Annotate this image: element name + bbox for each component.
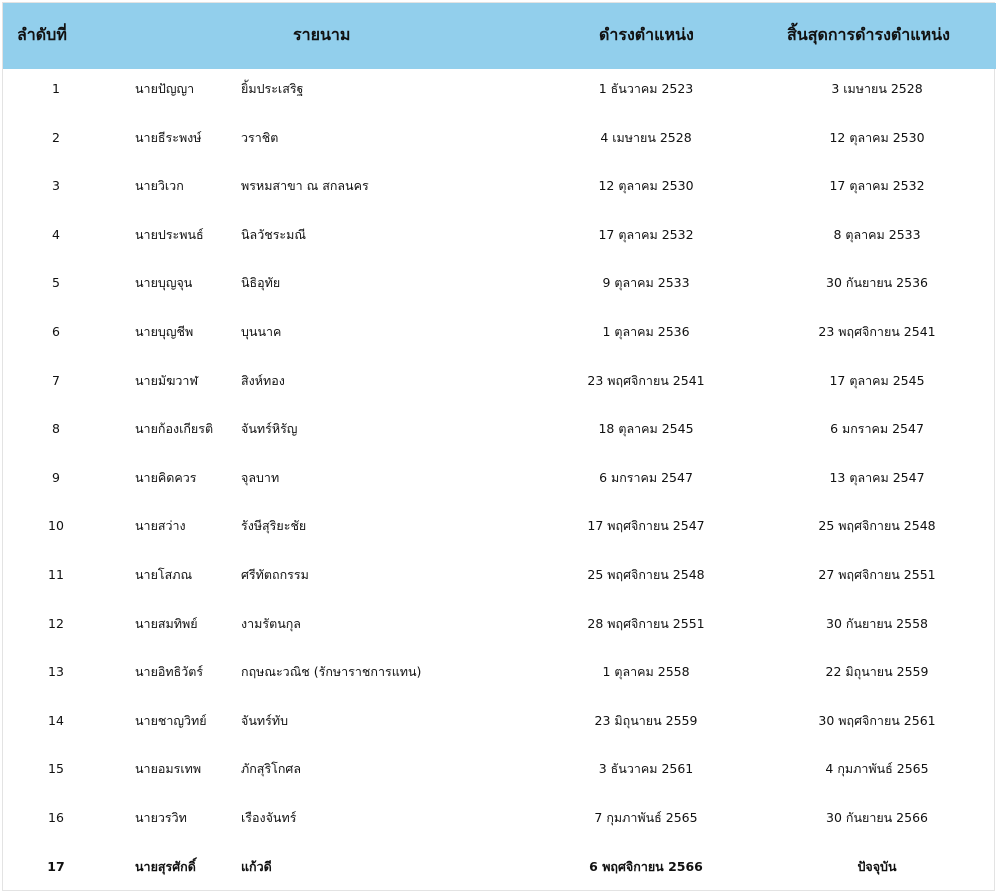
first-name: นายสุรศักดิ์ [135, 859, 196, 875]
officials-table [2, 2, 995, 891]
first-name: นายประพนธ์ [135, 227, 204, 243]
last-name: จุลบาท [241, 470, 279, 486]
table-row [3, 361, 996, 410]
last-name: รังษีสุริยะชัย [241, 518, 306, 534]
header-term-start: ดำรงตำแหน่ง [599, 25, 694, 45]
first-name: นายธีระพงษ์ [135, 130, 202, 146]
last-name: สิงห์ทอง [241, 373, 285, 389]
last-name: ศรีทัตถกรรม [241, 567, 309, 583]
term-end-date: 23 พฤศจิกายน 2541 [767, 324, 987, 340]
table-row [3, 69, 996, 118]
row-number: 8 [3, 421, 109, 437]
term-start-date: 23 มิถุนายน 2559 [536, 713, 756, 729]
header-name: รายนาม [293, 25, 350, 45]
row-number: 11 [3, 567, 109, 583]
row-number: 1 [3, 81, 109, 97]
first-name: นายโสภณ [135, 567, 192, 583]
row-number: 17 [3, 859, 109, 875]
last-name: งามรัตนกุล [241, 616, 301, 632]
term-start-date: 7 กุมภาพันธ์ 2565 [536, 810, 756, 826]
last-name: กฤษณะวณิช (รักษาราชการแทน) [241, 664, 421, 680]
last-name: จันทร์ทับ [241, 713, 288, 729]
header-order: ลำดับที่ [17, 25, 67, 45]
row-number: 14 [3, 713, 109, 729]
term-end-date: ปัจจุบัน [767, 859, 987, 875]
term-end-date: 30 กันยายน 2536 [767, 275, 987, 291]
row-number: 13 [3, 664, 109, 680]
term-start-date: 9 ตุลาคม 2533 [536, 275, 756, 291]
term-start-date: 1 ธันวาคม 2523 [536, 81, 756, 97]
term-start-date: 6 มกราคม 2547 [536, 470, 756, 486]
first-name: นายบุญจุน [135, 275, 192, 291]
first-name: นายวรวิท [135, 810, 187, 826]
term-end-date: 17 ตุลาคม 2532 [767, 178, 987, 194]
first-name: นายชาญวิทย์ [135, 713, 207, 729]
row-number: 15 [3, 761, 109, 777]
term-start-date: 17 ตุลาคม 2532 [536, 227, 756, 243]
term-end-date: 6 มกราคม 2547 [767, 421, 987, 437]
term-end-date: 12 ตุลาคม 2530 [767, 130, 987, 146]
last-name: ยิ้มประเสริฐ [241, 81, 303, 97]
last-name: พรหมสาขา ณ สกลนคร [241, 178, 369, 194]
table-row [3, 166, 996, 215]
term-end-date: 8 ตุลาคม 2533 [767, 227, 987, 243]
last-name: จันทร์หิรัญ [241, 421, 297, 437]
row-number: 9 [3, 470, 109, 486]
last-name: บุนนาค [241, 324, 281, 340]
table-row [3, 409, 996, 458]
table-row [3, 118, 996, 167]
table-row [3, 215, 996, 264]
table-row [3, 798, 996, 847]
first-name: นายอิทธิวัตร์ [135, 664, 203, 680]
term-start-date: 3 ธันวาคม 2561 [536, 761, 756, 777]
first-name: นายอมรเทพ [135, 761, 201, 777]
table-row [3, 604, 996, 653]
last-name: ภักสุริโกศล [241, 761, 301, 777]
row-number: 5 [3, 275, 109, 291]
table-row [3, 847, 996, 895]
last-name: นิลวัชระมณี [241, 227, 306, 243]
table-row [3, 506, 996, 555]
first-name: นายก้องเกียรติ [135, 421, 213, 437]
term-end-date: 25 พฤศจิกายน 2548 [767, 518, 987, 534]
row-number: 3 [3, 178, 109, 194]
term-start-date: 18 ตุลาคม 2545 [536, 421, 756, 437]
term-end-date: 30 พฤศจิกายน 2561 [767, 713, 987, 729]
term-end-date: 30 กันยายน 2558 [767, 616, 987, 632]
term-start-date: 4 เมษายน 2528 [536, 130, 756, 146]
first-name: นายบุญชีพ [135, 324, 193, 340]
row-number: 16 [3, 810, 109, 826]
term-start-date: 1 ตุลาคม 2558 [536, 664, 756, 680]
row-number: 12 [3, 616, 109, 632]
table-row [3, 263, 996, 312]
term-end-date: 4 กุมภาพันธ์ 2565 [767, 761, 987, 777]
table-body [3, 69, 996, 895]
term-end-date: 3 เมษายน 2528 [767, 81, 987, 97]
header-term-end: สิ้นสุดการดำรงตำแหน่ง [787, 25, 950, 45]
term-start-date: 6 พฤศจิกายน 2566 [536, 859, 756, 875]
term-end-date: 17 ตุลาคม 2545 [767, 373, 987, 389]
row-number: 2 [3, 130, 109, 146]
term-start-date: 12 ตุลาคม 2530 [536, 178, 756, 194]
first-name: นายสมทิพย์ [135, 616, 198, 632]
term-start-date: 28 พฤศจิกายน 2551 [536, 616, 756, 632]
last-name: นิธิอุทัย [241, 275, 280, 291]
term-end-date: 22 มิถุนายน 2559 [767, 664, 987, 680]
last-name: วราชิต [241, 130, 278, 146]
table-row [3, 555, 996, 604]
first-name: นายมัฆวาฬ [135, 373, 198, 389]
table-row [3, 749, 996, 798]
table-row [3, 458, 996, 507]
table-row [3, 652, 996, 701]
table-row [3, 701, 996, 750]
term-start-date: 17 พฤศจิกายน 2547 [536, 518, 756, 534]
last-name: แก้วดี [241, 859, 272, 875]
row-number: 10 [3, 518, 109, 534]
table-header [3, 3, 996, 69]
term-start-date: 1 ตุลาคม 2536 [536, 324, 756, 340]
row-number: 6 [3, 324, 109, 340]
first-name: นายปัญญา [135, 81, 194, 97]
first-name: นายวิเวก [135, 178, 184, 194]
table-row [3, 312, 996, 361]
term-start-date: 25 พฤศจิกายน 2548 [536, 567, 756, 583]
term-start-date: 23 พฤศจิกายน 2541 [536, 373, 756, 389]
last-name: เรืองจันทร์ [241, 810, 296, 826]
first-name: นายคิดควร [135, 470, 196, 486]
term-end-date: 13 ตุลาคม 2547 [767, 470, 987, 486]
term-end-date: 30 กันยายน 2566 [767, 810, 987, 826]
row-number: 4 [3, 227, 109, 243]
first-name: นายสว่าง [135, 518, 186, 534]
row-number: 7 [3, 373, 109, 389]
term-end-date: 27 พฤศจิกายน 2551 [767, 567, 987, 583]
